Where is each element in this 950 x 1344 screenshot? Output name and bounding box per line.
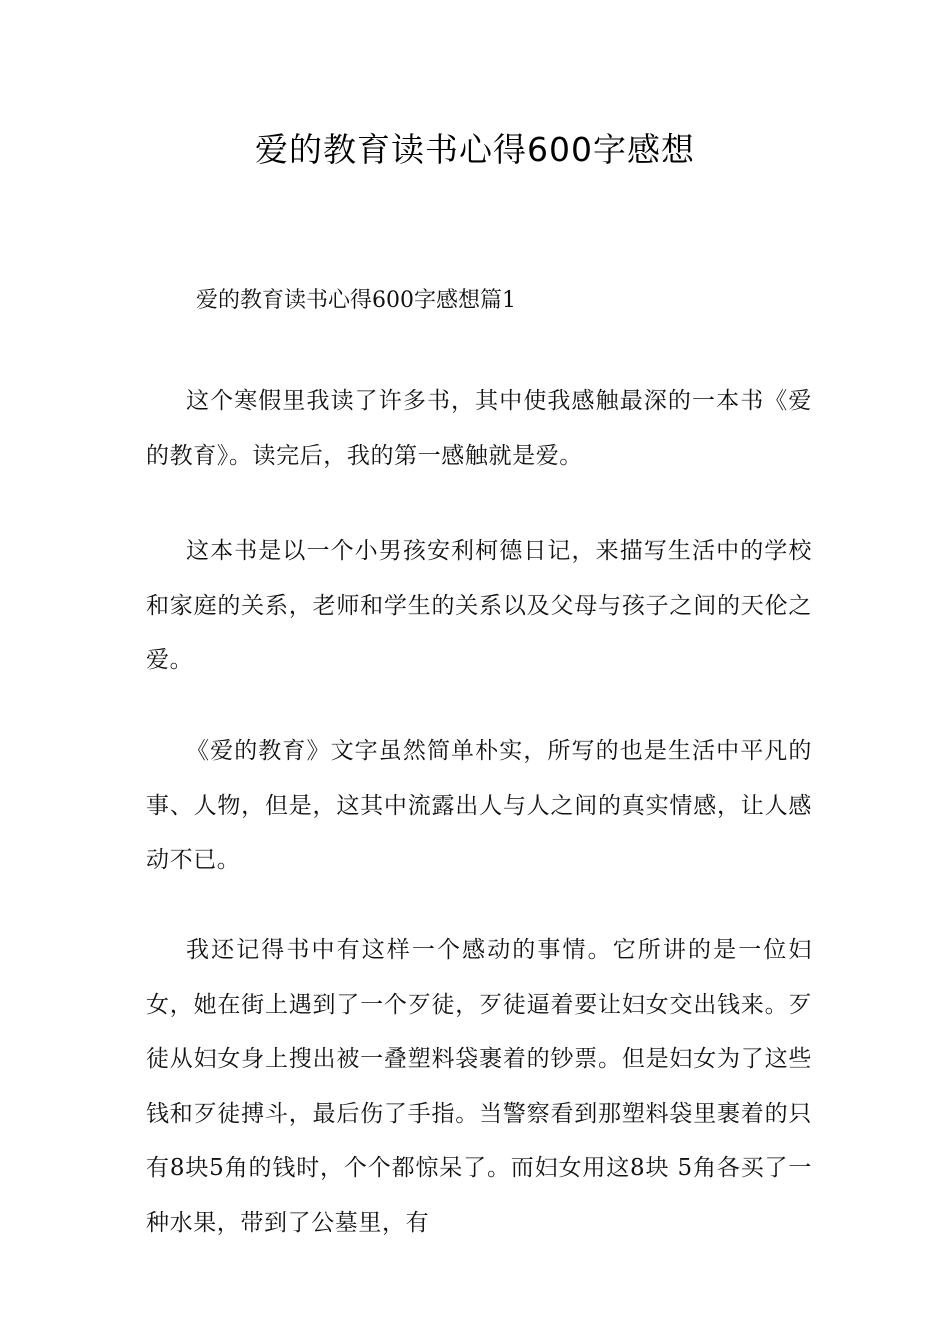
paragraph-4: 我还记得书中有这样一个感动的事情。它所讲的是一位妇女，她在街上遇到了一个歹徒，歹徒逼着要让妇女交出钱来。歹徒从妇女身上搜出被一叠塑料袋裹着的钞票。但是妇女为了这些钱和歹徒搏斗，最后伤了手指。当警察看到那塑料袋里裹着的只有8块5角的钱时，个个都惊呆了。而妇女用这8块 5角各买了一种水果，带到了公墓里，有: [146, 937, 812, 1236]
paragraph-2: 这本书是以一个小男孩安利柯德日记，来描写生活中的学校和家庭的关系，老师和学生的关系以及父母与孩子之间的天伦之爱。: [146, 538, 812, 673]
section-heading: 爱的教育读书心得600字感想篇1: [196, 288, 516, 313]
document-title: 爱的教育读书心得600字感想: [255, 130, 695, 169]
paragraph-1: 这个寒假里我读了许多书，其中使我感触最深的一本书《爱的教育》。读完后，我的第一感触就是爱。: [146, 388, 812, 469]
paragraph-3: 《爱的教育》文字虽然简单朴实，所写的也是生活中平凡的事、人物，但是，这其中流露出人与人之间的真实情感，让人感动不已。: [146, 738, 812, 873]
